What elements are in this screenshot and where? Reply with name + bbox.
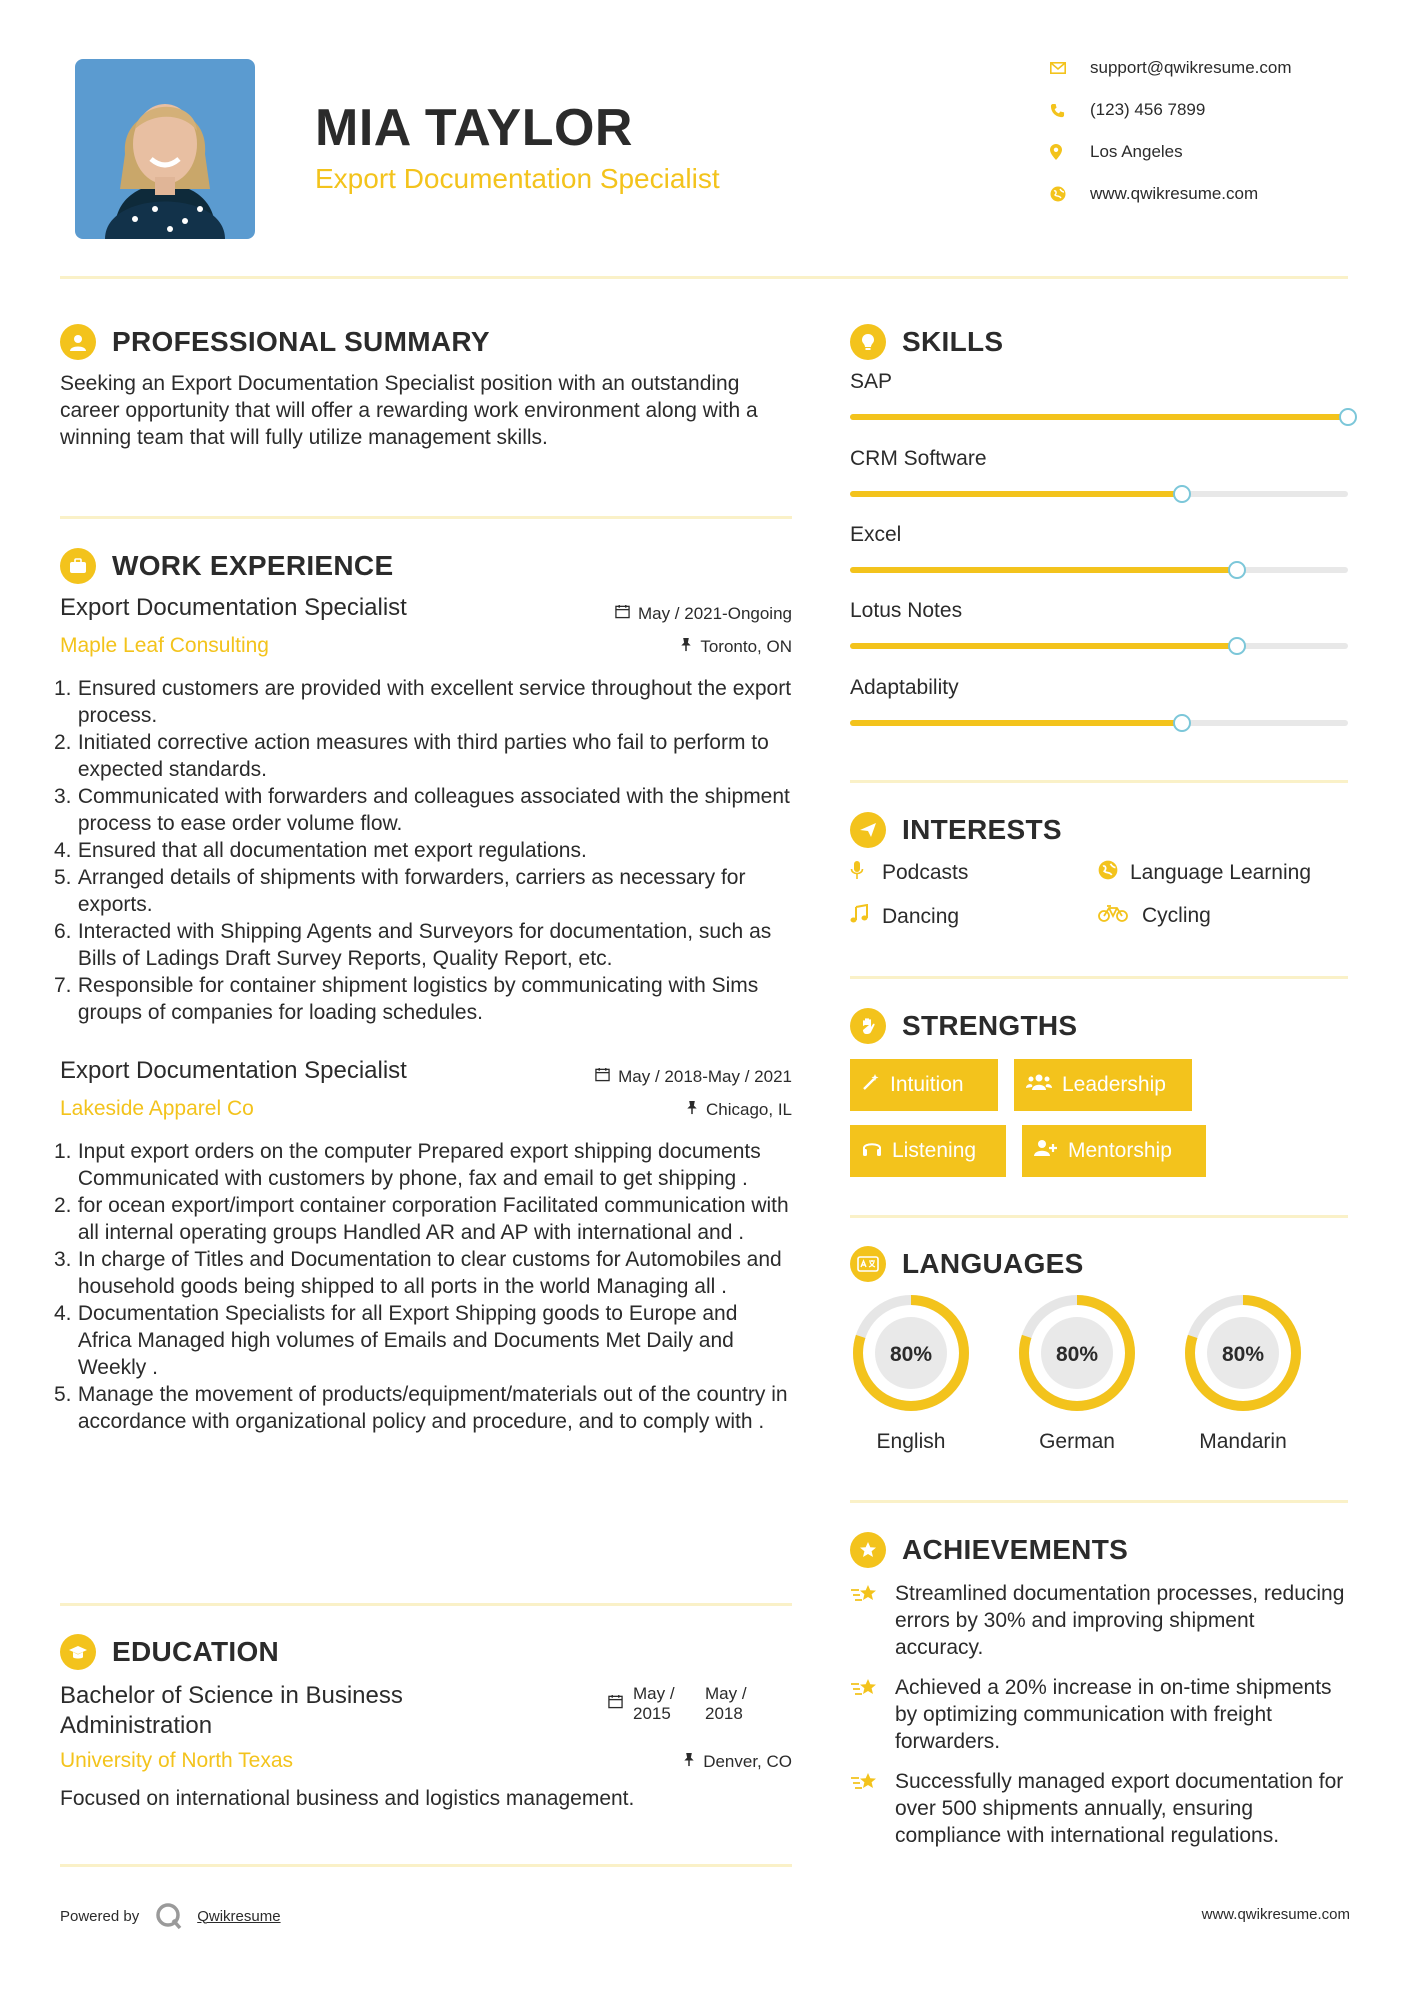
footer-powered-by	[60, 1902, 281, 1930]
hand-icon	[850, 1008, 886, 1044]
strength-tag-listening	[850, 1125, 1006, 1177]
language-ring	[850, 1292, 972, 1414]
envelope-icon	[1050, 62, 1090, 74]
list-item: 3. In charge of Titles and Documentation to clear customs for Automobiles and household goods being shipped to all ports in the world Managing all .	[54, 1248, 782, 1298]
education-degree-line-2: Administration	[60, 1712, 213, 1739]
list-item: 2. for ocean export/import container corporation Facilitated communication with all internal operating groups Handled AR and AP with international and .	[54, 1194, 789, 1244]
contact-website-text: www.qwikresume.com	[1090, 184, 1259, 203]
education-location-text: Denver, CO	[703, 1752, 792, 1771]
contact-email-text: support@qwikresume.com	[1090, 58, 1292, 77]
calendar-icon	[608, 1684, 623, 1714]
contact-phone-text: (123) 456 7899	[1090, 100, 1206, 119]
languages-heading-text: LANGUAGES	[902, 1248, 1084, 1279]
language-icon	[850, 1246, 886, 1282]
user-icon	[60, 324, 96, 360]
achievement-item	[850, 1674, 1348, 1755]
language-item	[1016, 1292, 1138, 1419]
list-item: 6. Interacted with Shipping Agents and Surveyors for documentation, such as Bills of Ladings Draft Survey Reports, Quality Report, etc.	[54, 920, 772, 970]
skill-label: Lotus Notes	[850, 599, 963, 622]
job-2-company: Lakeside Apparel Co	[60, 1097, 254, 1120]
education-date-start: May / 2015	[633, 1684, 675, 1723]
education-description: Focused on international business and logistics management.	[60, 1787, 635, 1810]
job-2-location	[500, 1100, 792, 1120]
skill-knob[interactable]	[1228, 561, 1246, 579]
language-percent: 80%	[889, 1343, 933, 1366]
magic-wand-icon	[862, 1073, 880, 1097]
language-ring	[1182, 1292, 1304, 1414]
skill-label: CRM Software	[850, 447, 987, 470]
music-note-icon	[850, 904, 882, 930]
summary-heading	[60, 324, 490, 360]
skill-knob[interactable]	[1173, 485, 1191, 503]
education-heading-text: EDUCATION	[112, 1636, 280, 1667]
skill-fill	[850, 720, 1182, 726]
summary-divider	[60, 516, 792, 519]
skill-label: Excel	[850, 523, 902, 546]
globe-icon	[1098, 860, 1130, 886]
achievement-text: Streamlined documentation processes, reducing errors by 30% and improving shipment accuracy.	[895, 1582, 1345, 1659]
bicycle-icon	[1098, 904, 1142, 928]
job-2-dates-text: May / 2018-May / 2021	[618, 1067, 792, 1086]
user-plus-icon	[1034, 1139, 1058, 1163]
language-item	[850, 1292, 972, 1419]
achievement-text: Achieved a 20% increase in on-time shipments by optimizing communication with freight forwarders.	[895, 1676, 1332, 1753]
microphone-icon	[850, 860, 882, 886]
skills-divider	[850, 780, 1348, 783]
language-label: English	[876, 1430, 946, 1453]
list-item: 1. Input export orders on the computer Prepared export shipping documents Communicated with customers by phone, fax and email to get shipping .	[54, 1140, 761, 1190]
language-percent: 80%	[1221, 1343, 1265, 1366]
skill-bar	[850, 414, 1348, 420]
users-icon	[1026, 1073, 1052, 1097]
skill-label: Adaptability	[850, 676, 959, 699]
education-degree-line-1: Bachelor of Science in Business	[60, 1682, 403, 1709]
contact-website[interactable]	[1050, 184, 1370, 204]
contact-email[interactable]	[1050, 58, 1370, 78]
summary-text: Seeking an Export Documentation Specialist position with an outstanding career opportunity that will offer a rewarding work environment along with a winning team that will fully utilize management skills.	[60, 372, 758, 449]
education-school: University of North Texas	[60, 1749, 294, 1772]
achievements-heading	[850, 1532, 1128, 1568]
location-pin-icon	[1050, 144, 1090, 160]
footer-site-link[interactable]: www.qwikresume.com	[1201, 1906, 1350, 1923]
list-item: 5. Arranged details of shipments with forwarders, carriers as necessary for exports.	[54, 866, 746, 916]
experience-heading	[60, 548, 393, 584]
job-2-dates	[500, 1067, 792, 1087]
graduation-icon	[60, 1634, 96, 1670]
languages-divider	[850, 1500, 1348, 1503]
strength-label: Mentorship	[1068, 1139, 1172, 1162]
qwikresume-link[interactable]: Qwikresume	[197, 1907, 281, 1925]
job-1-dates	[500, 604, 792, 624]
skill-bar	[850, 491, 1348, 497]
strength-tag-mentorship	[1022, 1125, 1206, 1177]
pin-icon	[686, 1100, 698, 1120]
list-item: 5. Manage the movement of products/equipment/materials out of the country in accordance with organizational policy and procedure, and to comply with .	[54, 1383, 788, 1433]
education-dates	[608, 1684, 747, 1724]
job-1-company: Maple Leaf Consulting	[60, 634, 269, 657]
job-2-duties	[54, 1138, 794, 1435]
strengths-heading-text: STRENGTHS	[902, 1010, 1078, 1041]
skill-knob[interactable]	[1228, 637, 1246, 655]
strength-label: Listening	[892, 1139, 977, 1162]
qwikresume-logo-icon	[155, 1902, 183, 1930]
skill-fill	[850, 643, 1237, 649]
job-1-location	[500, 637, 792, 657]
briefcase-icon	[60, 548, 96, 584]
summary-heading-text: PROFESSIONAL SUMMARY	[112, 326, 490, 357]
strength-label: Leadership	[1062, 1073, 1166, 1096]
list-item: 2. Initiated corrective action measures with third parties who fail to perform to expected standards.	[54, 731, 769, 781]
skill-bar	[850, 720, 1348, 726]
skill-fill	[850, 567, 1237, 573]
list-item: 7. Responsible for container shipment logistics by communicating with Sims groups of companies for loading schedules.	[54, 974, 759, 1024]
job-1-title: Export Documentation Specialist	[60, 594, 407, 621]
contact-location	[1050, 142, 1370, 162]
strength-tag-leadership	[1014, 1059, 1192, 1111]
education-degree	[60, 1681, 403, 1741]
strengths-divider	[850, 1215, 1348, 1218]
interest-dancing	[850, 904, 959, 930]
job-1-dates-text: May / 2021-Ongoing	[637, 604, 792, 623]
skill-label: SAP	[850, 370, 893, 393]
interest-label: Dancing	[882, 905, 960, 928]
candidate-title: Export Documentation Specialist	[315, 163, 720, 194]
skill-fill	[850, 491, 1182, 497]
interests-heading-text: INTERESTS	[902, 814, 1062, 845]
profile-photo	[75, 59, 255, 239]
candidate-name: MIA TAYLOR	[315, 99, 633, 157]
list-item: 4. Documentation Specialists for all Export Shipping goods to Europe and Africa Managed high volumes of Emails and Documents Met Daily and Weekly .	[54, 1302, 738, 1379]
interest-label: Language Learning	[1130, 861, 1312, 884]
calendar-icon	[595, 1067, 610, 1087]
shooting-star-icon	[850, 1768, 895, 1849]
achievements-heading-text: ACHIEVEMENTS	[902, 1534, 1129, 1565]
education-divider	[60, 1864, 792, 1867]
skills-heading-text: SKILLS	[902, 326, 1004, 357]
strength-tag-intuition	[850, 1059, 998, 1111]
education-location	[500, 1752, 792, 1772]
interest-language-learning	[1098, 860, 1311, 886]
interest-podcasts	[850, 860, 968, 886]
job-2-location-text: Chicago, IL	[706, 1100, 792, 1119]
job-2-title: Export Documentation Specialist	[60, 1057, 407, 1084]
achievement-item	[850, 1768, 1348, 1849]
globe-icon	[1050, 186, 1090, 202]
education-date-end: May / 2018	[705, 1684, 747, 1723]
skill-knob[interactable]	[1339, 408, 1357, 426]
experience-heading-text: WORK EXPERIENCE	[112, 550, 394, 581]
skill-bar	[850, 643, 1348, 649]
contact-location-text: Los Angeles	[1090, 142, 1183, 161]
phone-icon	[1050, 103, 1090, 118]
interest-label: Podcasts	[882, 861, 969, 884]
achievement-item	[850, 1580, 1348, 1661]
skill-knob[interactable]	[1173, 714, 1191, 732]
skills-heading	[850, 324, 1003, 360]
skill-fill	[850, 414, 1348, 420]
job-1-duties	[54, 675, 794, 1026]
job-1-location-text: Toronto, ON	[700, 637, 792, 656]
interests-heading	[850, 812, 1062, 848]
header-divider	[60, 276, 1348, 279]
paper-plane-icon	[850, 812, 886, 848]
pin-icon	[683, 1752, 695, 1772]
interest-cycling	[1098, 904, 1211, 928]
lightbulb-icon	[850, 324, 886, 360]
list-item: 3. Communicated with forwarders and colleagues associated with the shipment process to ease order volume flow.	[54, 785, 790, 835]
contact-phone[interactable]	[1050, 100, 1370, 120]
interests-divider	[850, 976, 1348, 979]
headphones-icon	[862, 1139, 882, 1163]
experience-divider	[60, 1603, 792, 1606]
star-badge-icon	[850, 1532, 886, 1568]
education-heading	[60, 1634, 279, 1670]
list-item: 4. Ensured that all documentation met export regulations.	[54, 839, 587, 862]
list-item: 1. Ensured customers are provided with excellent service throughout the export process.	[54, 677, 792, 727]
language-label: Mandarin	[1199, 1430, 1287, 1453]
languages-heading	[850, 1246, 1084, 1282]
interest-label: Cycling	[1142, 904, 1211, 927]
language-label: German	[1039, 1430, 1115, 1453]
skill-bar	[850, 567, 1348, 573]
shooting-star-icon	[850, 1674, 895, 1755]
pin-icon	[680, 637, 692, 657]
strength-label: Intuition	[890, 1073, 964, 1096]
languages-list	[850, 1292, 1350, 1452]
language-ring	[1016, 1292, 1138, 1414]
language-percent: 80%	[1055, 1343, 1099, 1366]
achievement-text: Successfully managed export documentation for over 500 shipments annually, ensuring compliance with international regulations.	[895, 1770, 1344, 1847]
calendar-icon	[615, 604, 630, 624]
strengths-heading	[850, 1008, 1077, 1044]
powered-by-text: Powered by	[60, 1907, 140, 1925]
language-item	[1182, 1292, 1304, 1419]
shooting-star-icon	[850, 1580, 895, 1661]
